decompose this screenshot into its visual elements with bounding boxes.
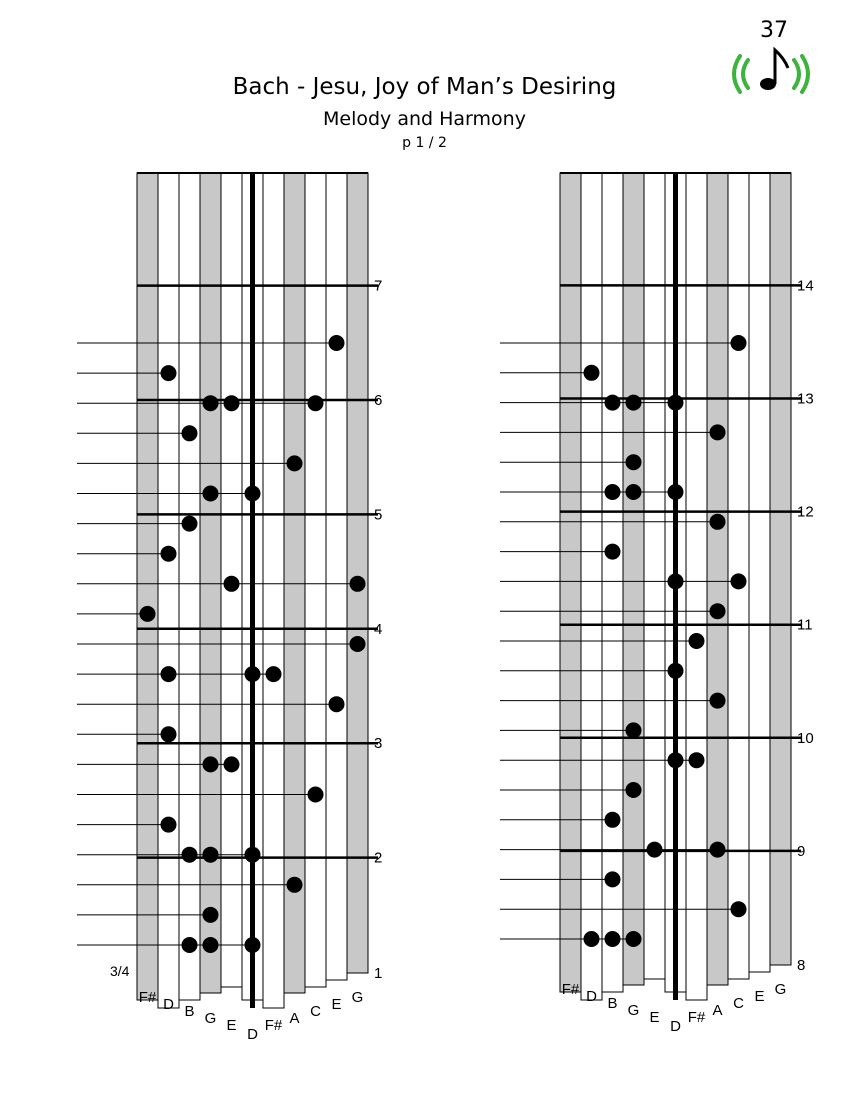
kalimba-tine	[347, 173, 368, 973]
note-dot	[710, 424, 726, 440]
tine-label: E	[226, 1017, 237, 1034]
kalimba-tine	[644, 173, 665, 979]
measure-number: 5	[374, 506, 383, 524]
note-dot	[203, 756, 219, 772]
note-dot	[308, 787, 324, 803]
measure-number: 2	[374, 849, 383, 867]
tine-label: G	[627, 1002, 640, 1019]
tine-label: D	[247, 1026, 258, 1043]
tine-label: D	[670, 1018, 681, 1035]
kalimba-tine	[179, 173, 200, 1000]
note-dot	[182, 516, 198, 532]
measure-number: 11	[797, 616, 813, 634]
measure-number: 9	[797, 842, 806, 860]
tine-label: A	[712, 1002, 723, 1019]
kalimba-tine	[137, 173, 158, 1000]
note-dot	[245, 937, 261, 953]
kalimba-tine	[581, 173, 602, 1000]
measure-number: 7	[374, 277, 383, 295]
note-dot	[584, 365, 600, 381]
note-dot	[245, 486, 261, 502]
note-dot	[731, 335, 747, 351]
kalimba-tine	[305, 173, 326, 987]
note-dot	[245, 847, 261, 863]
note-dot	[161, 817, 177, 833]
note-dot	[287, 455, 303, 471]
measure-number: 14	[797, 277, 814, 295]
tine-label: G	[351, 989, 364, 1006]
note-dot	[140, 606, 156, 622]
note-dot	[266, 666, 282, 682]
tine-label: B	[184, 1003, 195, 1020]
tine-label: F#	[561, 981, 580, 998]
note-dot	[287, 877, 303, 893]
kalimba-tine	[623, 173, 644, 985]
note-dot	[350, 576, 366, 592]
measure-number: 8	[797, 957, 806, 974]
tine-label: A	[289, 1010, 300, 1027]
note-dot	[710, 842, 726, 858]
note-dot	[203, 937, 219, 953]
note-dot	[605, 871, 621, 887]
note-dot	[605, 395, 621, 411]
measure-number: 10	[797, 729, 814, 747]
note-dot	[350, 636, 366, 652]
tine-label: F#	[264, 1017, 283, 1034]
note-dot	[668, 484, 684, 500]
tine-label: C	[310, 1003, 321, 1020]
note-dot	[731, 901, 747, 917]
note-dot	[161, 546, 177, 562]
note-dot	[203, 907, 219, 923]
tine-label: D	[163, 996, 174, 1013]
tine-label: E	[754, 988, 765, 1005]
note-dot	[161, 726, 177, 742]
measure-number: 4	[374, 620, 383, 638]
note-dot	[731, 573, 747, 589]
song-subtitle: Melody and Harmony	[323, 108, 526, 130]
note-dot	[182, 425, 198, 441]
note-dot	[203, 486, 219, 502]
note-dot	[605, 931, 621, 947]
note-dot	[203, 847, 219, 863]
song-title: Bach - Jesu, Joy of Man’s Desiring	[232, 74, 617, 100]
note-dot	[668, 752, 684, 768]
kalimba-tine	[284, 173, 305, 993]
tine-label: G	[204, 1010, 217, 1027]
kalimba-tine	[770, 173, 791, 965]
note-dot	[626, 782, 642, 798]
note-dot	[605, 812, 621, 828]
kalimba-tine	[200, 173, 221, 993]
note-dot	[329, 696, 345, 712]
note-dot	[605, 544, 621, 560]
tine-label: B	[607, 995, 618, 1012]
kalimba-tine	[560, 173, 581, 992]
kalimba-tine	[602, 173, 623, 992]
kalimba-tine	[263, 173, 284, 1008]
note-dot	[161, 666, 177, 682]
kalimba-tine	[326, 173, 347, 980]
kalimba-tine	[686, 173, 707, 1000]
time-signature: 3/4	[110, 963, 130, 979]
note-dot	[626, 931, 642, 947]
measure-number: 3	[374, 735, 383, 753]
note-dot	[710, 693, 726, 709]
note-dot	[245, 666, 261, 682]
note-dot	[161, 365, 177, 381]
page-indicator: p 1 / 2	[402, 135, 447, 151]
note-dot	[182, 937, 198, 953]
note-dot	[203, 395, 219, 411]
kalimba-tine	[158, 173, 179, 1008]
note-dot	[626, 722, 642, 738]
note-dot	[689, 752, 705, 768]
measure-number: 12	[797, 503, 814, 521]
note-dot	[182, 847, 198, 863]
note-dot	[224, 756, 240, 772]
note-dot	[626, 454, 642, 470]
note-dot	[689, 633, 705, 649]
measure-number: 13	[797, 390, 814, 408]
note-dot	[647, 842, 663, 858]
note-dot	[710, 603, 726, 619]
page-number: 37	[760, 18, 788, 43]
tine-label: E	[331, 996, 342, 1013]
note-dot	[308, 395, 324, 411]
tine-label: E	[649, 1009, 660, 1026]
note-dot	[710, 514, 726, 530]
tine-label: D	[586, 988, 597, 1005]
note-dot	[224, 576, 240, 592]
tine-label: G	[774, 981, 787, 998]
note-dot	[224, 395, 240, 411]
tine-label: F#	[138, 989, 157, 1006]
kalimba-tine	[707, 173, 728, 985]
note-dot	[584, 931, 600, 947]
note-dot	[626, 395, 642, 411]
tine-label: F#	[687, 1009, 706, 1026]
note-dot	[626, 484, 642, 500]
measure-number: 6	[374, 392, 383, 409]
note-dot	[668, 395, 684, 411]
note-dot	[329, 335, 345, 351]
measure-number: 1	[374, 965, 383, 982]
note-dot	[668, 663, 684, 679]
note-dot	[605, 484, 621, 500]
note-dot	[668, 573, 684, 589]
tine-label: C	[733, 995, 744, 1012]
